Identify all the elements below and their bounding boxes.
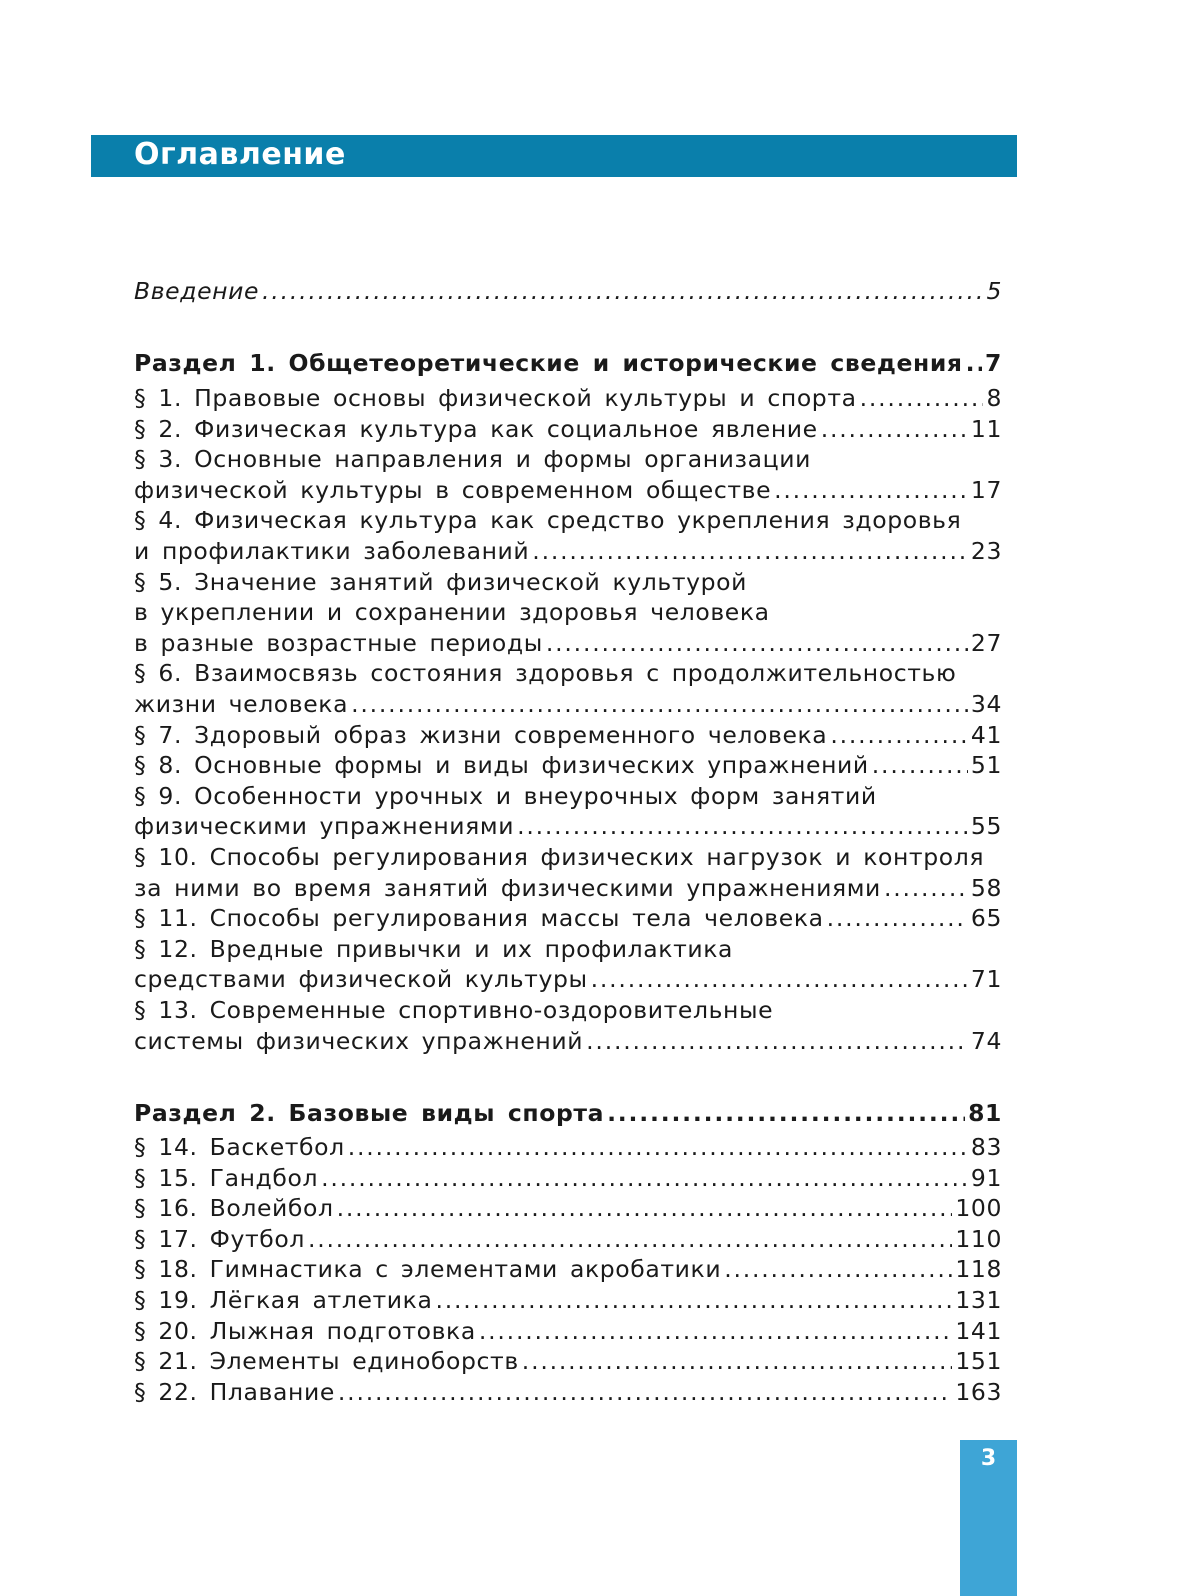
toc-entry (134, 781, 1002, 842)
entry-title-line: § 1. Правовые основы физической культуры и спорта (134, 384, 857, 412)
entry-page-number: 91 (970, 1163, 1002, 1192)
page-title: Оглавление (134, 137, 346, 172)
entry-title-line: § 6. Взаимосвязь состояния здоровья с продолжительностью (134, 659, 957, 688)
entry-page-number: 81 (968, 1099, 1002, 1127)
toc-entry (134, 1377, 1002, 1408)
entry-title-line: § 20. Лыжная подготовка (134, 1316, 476, 1345)
dot-leader (607, 1098, 965, 1128)
entry-title-line: и профилактики заболеваний (134, 536, 530, 565)
page-number-tab (960, 1440, 1017, 1596)
dot-leader (338, 1377, 952, 1407)
page-number: 3 (980, 1446, 997, 1471)
entry-page-number: 5 (986, 277, 1002, 305)
entry-page-number: 100 (955, 1194, 1002, 1223)
toc-header-bar (91, 135, 1017, 177)
entry-title-line: § 16. Волейбол (134, 1194, 334, 1223)
entry-title-line: § 4. Физическая культура как средство укрепления здоровья (134, 506, 962, 535)
toc-section-heading (134, 348, 1002, 379)
entry-title-line: за ними во время занятий физическими упражнениями (134, 873, 881, 902)
entry-title-line: § 21. Элементы единоборств (134, 1347, 519, 1376)
dot-leader (435, 1285, 952, 1315)
toc-entry (134, 1316, 1002, 1347)
entry-page-number: 83 (970, 1133, 1002, 1161)
entry-page-number: 65 (970, 904, 1002, 933)
entry-title-line: § 15. Гандбол (134, 1163, 319, 1192)
entry-page-number: 11 (970, 414, 1002, 443)
entry-title-line: Раздел 1. Общетеоретические и исторические сведения (134, 349, 963, 377)
toc-entry (134, 1285, 1002, 1316)
entry-title-line: жизни человека (134, 689, 349, 718)
dot-leader (860, 383, 984, 413)
toc-entry (134, 1163, 1002, 1194)
entry-title-line: § 7. Здоровый образ жизни современного человека (134, 720, 828, 749)
entry-title-line: § 10. Способы регулирования физических нагрузок и контроля (134, 843, 985, 871)
toc-entry (134, 720, 1002, 751)
dot-leader (479, 1316, 952, 1346)
dot-leader (821, 414, 968, 444)
entry-page-number: 23 (970, 536, 1002, 565)
dot-leader (262, 276, 983, 306)
toc-entry-intro (134, 276, 1002, 307)
dot-leader (884, 873, 968, 903)
dot-leader (517, 811, 968, 841)
dot-leader (966, 348, 982, 378)
entry-title-line: § 12. Вредные привычки и их профилактика (134, 934, 734, 963)
entry-title-line: физическими упражнениями (134, 812, 515, 841)
dot-leader (321, 1163, 968, 1193)
entry-page-number: 55 (970, 812, 1002, 841)
entry-page-number: 8 (986, 384, 1002, 412)
dot-leader (532, 536, 968, 566)
toc-entry (134, 658, 1002, 719)
entry-title-line: § 14. Баскетбол (134, 1133, 345, 1161)
dot-leader (872, 750, 968, 780)
toc-entry (134, 1254, 1002, 1285)
dot-leader (351, 689, 968, 719)
entry-page-number: 141 (955, 1316, 1002, 1345)
entry-title-line: § 13. Современные спортивно-оздоровительные (134, 996, 774, 1024)
entry-page-number: 71 (970, 965, 1002, 994)
entry-title-line: § 2. Физическая культура как социальное явление (134, 414, 818, 443)
dot-leader (546, 628, 968, 658)
entry-title-line: в укреплении и сохранении здоровья человека (134, 598, 770, 627)
entry-page-number: 41 (970, 720, 1002, 749)
dot-leader (337, 1193, 953, 1223)
entry-page-number: 151 (955, 1347, 1002, 1376)
dot-leader (591, 964, 968, 994)
entry-page-number: 34 (970, 689, 1002, 718)
entry-page-number: 118 (955, 1255, 1002, 1284)
toc-entry (134, 934, 1002, 995)
toc-entry (134, 842, 1002, 903)
toc-entry (134, 995, 1002, 1056)
dot-leader (586, 1026, 968, 1056)
entry-page-number: 27 (970, 628, 1002, 657)
dot-leader (308, 1224, 952, 1254)
entry-title-line: § 9. Особенности урочных и внеурочных форм занятий (134, 781, 877, 810)
toc-section-heading (134, 1098, 1002, 1129)
toc-entry (134, 1346, 1002, 1377)
dot-leader (827, 903, 968, 933)
entry-title-line: в разные возрастные периоды (134, 628, 543, 657)
entry-title-line: § 17. Футбол (134, 1224, 305, 1253)
toc-entry (134, 750, 1002, 781)
toc-entry (134, 383, 1002, 414)
toc-entry (134, 505, 1002, 566)
dot-leader (348, 1132, 968, 1162)
entry-title-line: § 11. Способы регулирования массы тела человека (134, 904, 824, 933)
entry-page-number: 58 (970, 873, 1002, 902)
entry-title-line: § 22. Плавание (134, 1377, 335, 1406)
toc-entry (134, 1193, 1002, 1224)
entry-title-line: системы физических упражнений (134, 1026, 584, 1055)
toc-entry (134, 903, 1002, 934)
entry-page-number: 110 (955, 1224, 1002, 1253)
entry-title-line: физической культуры в современном обществе (134, 475, 772, 504)
entry-title-line: § 3. Основные направления и формы организации (134, 445, 811, 474)
entry-title-line: § 18. Гимнастика с элементами акробатики (134, 1255, 722, 1284)
entry-page-number: 131 (955, 1286, 1002, 1314)
dot-leader (774, 475, 968, 505)
entry-title-line: средствами физической культуры (134, 965, 588, 994)
toc-entry (134, 414, 1002, 445)
toc-entry (134, 1132, 1002, 1163)
entry-page-number: 17 (970, 475, 1002, 504)
entry-page-number: 74 (970, 1026, 1002, 1055)
entry-title-line: § 19. Лёгкая атлетика (134, 1286, 433, 1314)
dot-leader (522, 1346, 953, 1376)
entry-page-number: 163 (955, 1377, 1002, 1406)
entry-page-number: 7 (985, 349, 1002, 377)
toc-entry (134, 444, 1002, 505)
toc-entry (134, 567, 1002, 659)
toc-entry (134, 1224, 1002, 1255)
dot-leader (724, 1254, 952, 1284)
entry-title-line: Введение (134, 277, 260, 305)
entry-title-line: § 5. Значение занятий физической культурой (134, 567, 747, 596)
dot-leader (830, 720, 968, 750)
entry-title-line: Раздел 2. Базовые виды спорта (134, 1099, 605, 1127)
entry-title-line: § 8. Основные формы и виды физических упражнений (134, 751, 869, 780)
entry-page-number: 51 (970, 751, 1002, 780)
